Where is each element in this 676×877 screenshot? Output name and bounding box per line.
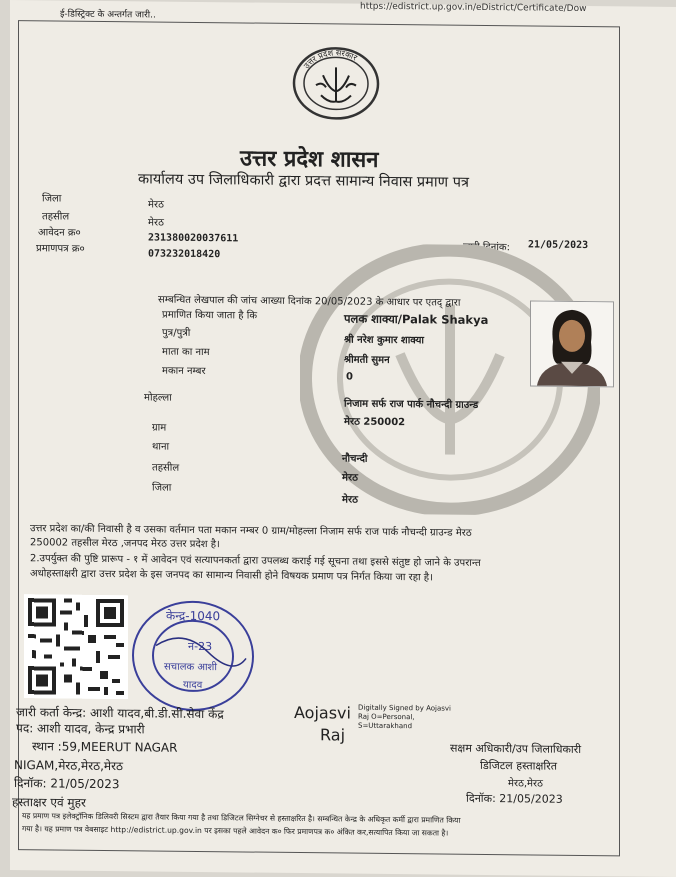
digital-signer-name-2: Raj [320,725,346,745]
svg-text:यादव: यादव [183,679,203,692]
signature-and-seal: हस्ताक्षर एवं मुहर [12,795,86,810]
officer-date: दिनॉक: 21/05/2023 [466,791,563,806]
verification-paragraph-line2: अधोहस्ताक्षरी द्वारा उत्तर प्रदेश के इस जनपद का सामान्य निवासी होने विषयक प्रमाण पत्र निर्गत किया जा रहा है। [30,568,433,584]
issuer-place-2: NIGAM,मेरठ,मेरठ,मेरठ [14,758,123,774]
issuer-place: स्थान :59,MEERUT NAGAR [32,739,178,755]
source-url: https://edistrict.up.gov.in/eDistrict/Certificate/Dow [360,1,587,15]
detail-tehsil-label: तहसील [152,462,180,474]
meta-district-value: मेरठ [148,199,164,211]
svg-text:नं-23: नं-23 [188,639,213,654]
son-daughter-label: पुत्र/पुत्री [162,327,191,339]
meta-district-label: जिला [42,193,62,205]
applicant-photo [530,300,614,387]
disclaimer-line-2: गया है। यह प्रमाण पत्र वेबसाइट http://edistrict.up.gov.in पर इसका पहले आवेदन क० फिर प्रमाणपत्र क० अंकित कर,सत्यापित किया जा सकता है। [22,824,449,838]
svg-text:उत्तर प्रदेश सरकार: उत्तर प्रदेश सरकार [302,48,359,71]
station-label: थाना [152,441,170,453]
house-number: 0 [346,371,353,383]
certificate-number: 073232018420 [148,248,221,261]
center-rubber-stamp [128,597,258,714]
detail-district-label: जिला [152,482,172,494]
house-label: मकान नम्बर [162,365,206,378]
issue-date: 21/05/2023 [528,239,589,252]
disclaimer-line-1: यह प्रमाण पत्र इलेक्ट्रॉनिक डिलिवरी सिस्टम द्वारा तैयार किया गया है तथा डिजिटल सिग्नेचर से हस्ताक्षरित है। सम्बन्धित केन्द्र के अधिकृत कर्मी द्वारा प्रमाणित किया [22,811,461,825]
digital-sign-note-3: S=Uttarakhand [358,721,413,731]
father-name: श्री नरेश कुमार शाक्या [344,334,425,347]
officer-location: मेरठ,मेरठ [508,778,543,790]
locality-value-2: मेरठ 250002 [344,416,406,429]
meta-tehsil-label: तहसील [42,211,70,223]
residence-paragraph-line2: 250002 तहसील मेरठ ,जनपद मेरठ उत्तर प्रदेश है। [30,537,220,551]
issuer-post: पद: आशी यादव, केन्द्र प्रभारी [16,721,145,737]
state-title: उत्तर प्रदेश शासन [240,145,379,173]
issuer-date: दिनॉक: 21/05/2023 [14,776,120,792]
issue-date-label: जारी दिनांक: [463,241,510,254]
verification-paragraph-line1: 2.उपर्युक्त की पुष्टि प्रारूप - १ में आवेदन एवं सत्यापनकर्ता द्वारा उपलब्ध कराई गई सूचना तथा इससे संतुष्ट हो जाने के उपरान्त [30,553,481,569]
intro-text: सम्बन्धित लेखपाल की जांच आख्या दिनांक 20/05/2023 के आधार पर एतद् द्वारा [158,294,461,309]
officer-title: सक्षम अधिकारी/उप जिलाधिकारी [450,741,582,756]
mother-label: माता का नाम [162,346,210,359]
meta-tehsil-value: मेरठ [148,217,164,229]
village-label: ग्राम [152,422,167,434]
detail-tehsil-value: मेरठ [342,472,358,484]
certificate-page [10,0,676,877]
certificate-title: कार्यालय उप जिलाधिकारी द्वारा प्रदत्त सामान्य निवास प्रमाण पत्र [138,171,469,191]
locality-value: निजाम सर्फ राज पार्क नौचन्दी ग्राउन्ड [344,398,479,411]
applicant-name: पलक शाक्या/Palak Shakya [344,311,489,328]
mother-name: श्रीमती सुमन [344,354,390,366]
locality-label: मोहल्ला [144,392,172,404]
digital-sign-note-1: Digitally Signed by Aojasvi [358,703,451,713]
certificate-number-label: प्रमाणपत्र क्र० [36,243,85,255]
edistrict-note: ई-डिस्ट्रिक्ट के अन्तर्गत जारी.. [60,9,156,21]
detail-district-value: मेरठ [342,494,358,506]
digital-sign-note-2: Raj O=Personal, [358,712,415,722]
application-number: 231380020037611 [148,232,239,245]
digitally-signed-label: डिजिटल हस्ताक्षरित [480,758,557,773]
certified-label: प्रमाणित किया जाता है कि [162,309,258,322]
qr-code [24,594,128,699]
up-emblem-logo [291,45,381,122]
application-number-label: आवेदन क्र० [38,227,81,239]
digital-signer-name: Aojasvi [294,702,351,723]
station-value: नौचन्दी [342,453,368,465]
residence-paragraph-line1: उत्तर प्रदेश का/की निवासी है व उसका वर्तमान पता मकान नम्बर 0 ग्राम/मोहल्ला निजाम सर्फ राज पार्क नौचन्दी ग्राउन्ड मेरठ [30,523,472,539]
svg-text:केन्द्र-1040: केन्द्र-1040 [166,608,221,624]
svg-text:सचालक आशी: सचालक आशी [164,661,217,674]
issuing-center: जारी कर्ता केन्द्र: आशी यादव,बी.डी.सी.सेवा केंद्र [16,705,224,722]
